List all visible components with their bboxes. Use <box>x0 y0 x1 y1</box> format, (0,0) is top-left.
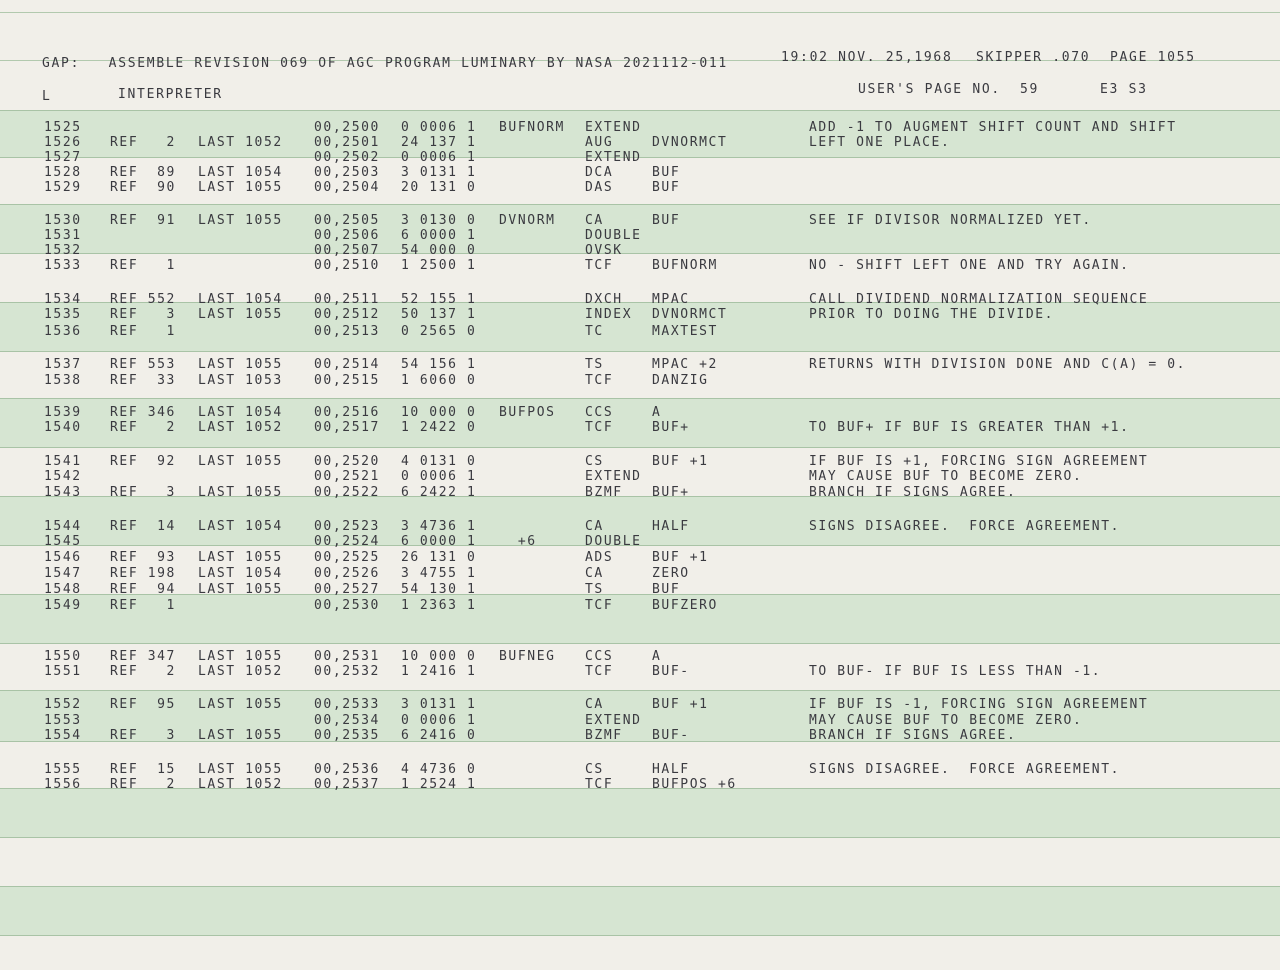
octal-code: 4 4736 0 <box>401 762 477 777</box>
last-page: LAST 1054 <box>198 519 283 534</box>
address: 00,2505 <box>314 213 380 228</box>
operand: HALF <box>652 519 690 534</box>
line-number: 1553 <box>44 713 82 728</box>
header-skipper: SKIPPER .070 <box>976 50 1091 65</box>
opcode: CA <box>585 213 604 228</box>
line-number: 1547 <box>44 566 82 581</box>
address: 00,2526 <box>314 566 380 581</box>
address: 00,2515 <box>314 373 380 388</box>
address: 00,2522 <box>314 485 380 500</box>
opcode: CS <box>585 454 604 469</box>
last-page: LAST 1054 <box>198 566 283 581</box>
ref-count: REF 14 <box>110 519 176 534</box>
comment: MAY CAUSE BUF TO BECOME ZERO. <box>809 713 1083 728</box>
octal-code: 10 000 0 <box>401 649 477 664</box>
comment: BRANCH IF SIGNS AGREE. <box>809 485 1017 500</box>
comment: SEE IF DIVISOR NORMALIZED YET. <box>809 213 1092 228</box>
octal-code: 0 0006 1 <box>401 150 477 165</box>
operand: BUF +1 <box>652 454 709 469</box>
address: 00,2527 <box>314 582 380 597</box>
opcode: ADS <box>585 550 614 565</box>
ref-count: REF 3 <box>110 728 176 743</box>
line-number: 1550 <box>44 649 82 664</box>
octal-code: 6 2416 0 <box>401 728 477 743</box>
ref-count: REF 1 <box>110 324 176 339</box>
header-page-number: PAGE 1055 <box>1110 50 1196 65</box>
ref-count: REF 89 <box>110 165 176 180</box>
ref-count: REF 3 <box>110 485 176 500</box>
operand: BUF <box>652 213 681 228</box>
address: 00,2534 <box>314 713 380 728</box>
comment: MAY CAUSE BUF TO BECOME ZERO. <box>809 469 1083 484</box>
comment: BRANCH IF SIGNS AGREE. <box>809 728 1017 743</box>
opcode: CCS <box>585 649 614 664</box>
address: 00,2535 <box>314 728 380 743</box>
octal-code: 20 131 0 <box>401 180 477 195</box>
line-number: 1554 <box>44 728 82 743</box>
ref-count: REF 198 <box>110 566 176 581</box>
comment: SIGNS DISAGREE. FORCE AGREEMENT. <box>809 762 1121 777</box>
last-page: LAST 1055 <box>198 697 283 712</box>
last-page: LAST 1055 <box>198 762 283 777</box>
line-number: 1538 <box>44 373 82 388</box>
ref-count: REF 15 <box>110 762 176 777</box>
line-number: 1549 <box>44 598 82 613</box>
address: 00,2520 <box>314 454 380 469</box>
octal-code: 6 2422 1 <box>401 485 477 500</box>
opcode: TS <box>585 357 604 372</box>
octal-code: 0 0006 1 <box>401 469 477 484</box>
address: 00,2501 <box>314 135 380 150</box>
ref-count: REF 347 <box>110 649 176 664</box>
comment: TO BUF- IF BUF IS LESS THAN -1. <box>809 664 1102 679</box>
comment: PRIOR TO DOING THE DIVIDE. <box>809 307 1055 322</box>
opcode: CA <box>585 566 604 581</box>
rule-line <box>0 12 1280 13</box>
operand: BUFPOS +6 <box>652 777 737 792</box>
opcode: DOUBLE <box>585 228 642 243</box>
opcode: CA <box>585 519 604 534</box>
operand: BUF <box>652 165 681 180</box>
opcode: EXTEND <box>585 713 642 728</box>
green-band <box>0 886 1280 936</box>
line-number: 1537 <box>44 357 82 372</box>
operand: ZERO <box>652 566 690 581</box>
symbol-label: +6 <box>499 534 537 549</box>
ref-count: REF 91 <box>110 213 176 228</box>
line-number: 1532 <box>44 243 82 258</box>
last-page: LAST 1055 <box>198 485 283 500</box>
address: 00,2507 <box>314 243 380 258</box>
comment: CALL DIVIDEND NORMALIZATION SEQUENCE <box>809 292 1149 307</box>
octal-code: 3 0131 1 <box>401 697 477 712</box>
operand: MAXTEST <box>652 324 718 339</box>
ref-count: REF 94 <box>110 582 176 597</box>
last-page: LAST 1055 <box>198 454 283 469</box>
symbol-label: BUFNEG <box>499 649 556 664</box>
header-codes: E3 S3 <box>1100 82 1148 97</box>
address: 00,2511 <box>314 292 380 307</box>
address: 00,2510 <box>314 258 380 273</box>
last-page: LAST 1054 <box>198 405 283 420</box>
comment: SIGNS DISAGREE. FORCE AGREEMENT. <box>809 519 1121 534</box>
opcode: DOUBLE <box>585 534 642 549</box>
last-page: LAST 1055 <box>198 649 283 664</box>
ref-count: REF 90 <box>110 180 176 195</box>
address: 00,2516 <box>314 405 380 420</box>
comment: RETURNS WITH DIVISION DONE AND C(A) = 0. <box>809 357 1187 372</box>
octal-code: 3 4755 1 <box>401 566 477 581</box>
line-number: 1543 <box>44 485 82 500</box>
octal-code: 54 156 1 <box>401 357 477 372</box>
line-number: 1529 <box>44 180 82 195</box>
line-number: 1535 <box>44 307 82 322</box>
last-page: LAST 1055 <box>198 307 283 322</box>
address: 00,2506 <box>314 228 380 243</box>
ref-count: REF 2 <box>110 777 176 792</box>
opcode: TCF <box>585 373 614 388</box>
octal-code: 1 2524 1 <box>401 777 477 792</box>
line-number: 1544 <box>44 519 82 534</box>
header-timestamp: 19:02 NOV. 25,1968 <box>781 50 953 65</box>
operand: MPAC +2 <box>652 357 718 372</box>
address: 00,2537 <box>314 777 380 792</box>
line-number: 1540 <box>44 420 82 435</box>
line-number: 1542 <box>44 469 82 484</box>
operand: BUF+ <box>652 485 690 500</box>
opcode: BZMF <box>585 728 623 743</box>
line-number: 1552 <box>44 697 82 712</box>
opcode: CCS <box>585 405 614 420</box>
line-number: 1526 <box>44 135 82 150</box>
opcode: CA <box>585 697 604 712</box>
operand: MPAC <box>652 292 690 307</box>
line-number: 1548 <box>44 582 82 597</box>
line-number: 1534 <box>44 292 82 307</box>
line-number: 1545 <box>44 534 82 549</box>
ref-count: REF 1 <box>110 258 176 273</box>
address: 00,2514 <box>314 357 380 372</box>
operand: BUF +1 <box>652 697 709 712</box>
address: 00,2532 <box>314 664 380 679</box>
last-page: LAST 1055 <box>198 180 283 195</box>
line-number: 1531 <box>44 228 82 243</box>
address: 00,2531 <box>314 649 380 664</box>
line-number: 1530 <box>44 213 82 228</box>
octal-code: 3 0130 0 <box>401 213 477 228</box>
octal-code: 6 0000 1 <box>401 228 477 243</box>
octal-code: 1 2363 1 <box>401 598 477 613</box>
header-section: INTERPRETER <box>118 87 223 102</box>
opcode: OVSK <box>585 243 623 258</box>
green-band <box>0 302 1280 352</box>
operand: A <box>652 405 662 420</box>
comment: ADD -1 TO AUGMENT SHIFT COUNT AND SHIFT <box>809 120 1177 135</box>
last-page: LAST 1053 <box>198 373 283 388</box>
header-l-label: L <box>42 89 52 104</box>
address: 00,2521 <box>314 469 380 484</box>
octal-code: 26 131 0 <box>401 550 477 565</box>
comment: LEFT ONE PLACE. <box>809 135 951 150</box>
opcode: BZMF <box>585 485 623 500</box>
ref-count: REF 1 <box>110 598 176 613</box>
octal-code: 1 2500 1 <box>401 258 477 273</box>
line-number: 1546 <box>44 550 82 565</box>
operand: BUFNORM <box>652 258 718 273</box>
opcode: INDEX <box>585 307 633 322</box>
opcode: TS <box>585 582 604 597</box>
opcode: TCF <box>585 258 614 273</box>
line-number: 1525 <box>44 120 82 135</box>
last-page: LAST 1054 <box>198 292 283 307</box>
last-page: LAST 1052 <box>198 664 283 679</box>
address: 00,2530 <box>314 598 380 613</box>
header-users-page: USER'S PAGE NO. 59 <box>858 82 1040 97</box>
address: 00,2502 <box>314 150 380 165</box>
address: 00,2525 <box>314 550 380 565</box>
last-page: LAST 1055 <box>198 213 283 228</box>
symbol-label: DVNORM <box>499 213 556 228</box>
octal-code: 1 6060 0 <box>401 373 477 388</box>
ref-count: REF 2 <box>110 135 176 150</box>
header-title: GAP: ASSEMBLE REVISION 069 OF AGC PROGRAM LUMINARY BY NASA 2021112-011 <box>42 56 728 71</box>
line-number: 1536 <box>44 324 82 339</box>
ref-count: REF 95 <box>110 697 176 712</box>
operand: HALF <box>652 762 690 777</box>
octal-code: 54 130 1 <box>401 582 477 597</box>
green-band <box>0 788 1280 838</box>
ref-count: REF 33 <box>110 373 176 388</box>
address: 00,2533 <box>314 697 380 712</box>
last-page: LAST 1052 <box>198 135 283 150</box>
operand: A <box>652 649 662 664</box>
operand: BUF- <box>652 728 690 743</box>
last-page: LAST 1055 <box>198 550 283 565</box>
operand: BUF+ <box>652 420 690 435</box>
ref-count: REF 346 <box>110 405 176 420</box>
opcode: TCF <box>585 777 614 792</box>
symbol-label: BUFPOS <box>499 405 556 420</box>
octal-code: 1 2422 0 <box>401 420 477 435</box>
address: 00,2517 <box>314 420 380 435</box>
octal-code: 10 000 0 <box>401 405 477 420</box>
operand: DANZIG <box>652 373 709 388</box>
address: 00,2504 <box>314 180 380 195</box>
ref-count: REF 93 <box>110 550 176 565</box>
opcode: EXTEND <box>585 120 642 135</box>
ref-count: REF 552 <box>110 292 176 307</box>
operand: BUF- <box>652 664 690 679</box>
address: 00,2503 <box>314 165 380 180</box>
operand: BUF <box>652 582 681 597</box>
octal-code: 4 0131 0 <box>401 454 477 469</box>
line-number: 1556 <box>44 777 82 792</box>
octal-code: 0 0006 1 <box>401 120 477 135</box>
ref-count: REF 553 <box>110 357 176 372</box>
line-number: 1533 <box>44 258 82 273</box>
octal-code: 50 137 1 <box>401 307 477 322</box>
comment: IF BUF IS -1, FORCING SIGN AGREEMENT <box>809 697 1149 712</box>
line-number: 1528 <box>44 165 82 180</box>
opcode: TCF <box>585 598 614 613</box>
opcode: TCF <box>585 664 614 679</box>
ref-count: REF 3 <box>110 307 176 322</box>
opcode: TCF <box>585 420 614 435</box>
line-number: 1539 <box>44 405 82 420</box>
comment: TO BUF+ IF BUF IS GREATER THAN +1. <box>809 420 1130 435</box>
address: 00,2523 <box>314 519 380 534</box>
comment: NO - SHIFT LEFT ONE AND TRY AGAIN. <box>809 258 1130 273</box>
last-page: LAST 1054 <box>198 165 283 180</box>
green-band <box>0 594 1280 644</box>
ref-count: REF 92 <box>110 454 176 469</box>
line-number: 1551 <box>44 664 82 679</box>
octal-code: 54 000 0 <box>401 243 477 258</box>
line-number: 1541 <box>44 454 82 469</box>
octal-code: 0 0006 1 <box>401 713 477 728</box>
last-page: LAST 1052 <box>198 777 283 792</box>
address: 00,2500 <box>314 120 380 135</box>
last-page: LAST 1055 <box>198 582 283 597</box>
address: 00,2512 <box>314 307 380 322</box>
opcode: EXTEND <box>585 469 642 484</box>
octal-code: 1 2416 1 <box>401 664 477 679</box>
line-number: 1527 <box>44 150 82 165</box>
octal-code: 52 155 1 <box>401 292 477 307</box>
octal-code: 3 0131 1 <box>401 165 477 180</box>
octal-code: 0 2565 0 <box>401 324 477 339</box>
octal-code: 3 4736 1 <box>401 519 477 534</box>
opcode: DXCH <box>585 292 623 307</box>
operand: DVNORMCT <box>652 135 728 150</box>
opcode: EXTEND <box>585 150 642 165</box>
line-number: 1555 <box>44 762 82 777</box>
opcode: DAS <box>585 180 614 195</box>
operand: DVNORMCT <box>652 307 728 322</box>
ref-count: REF 2 <box>110 420 176 435</box>
octal-code: 24 137 1 <box>401 135 477 150</box>
opcode: CS <box>585 762 604 777</box>
operand: BUF <box>652 180 681 195</box>
address: 00,2513 <box>314 324 380 339</box>
comment: IF BUF IS +1, FORCING SIGN AGREEMENT <box>809 454 1149 469</box>
operand: BUF +1 <box>652 550 709 565</box>
opcode: AUG <box>585 135 614 150</box>
last-page: LAST 1055 <box>198 357 283 372</box>
address: 00,2524 <box>314 534 380 549</box>
last-page: LAST 1055 <box>198 728 283 743</box>
opcode: TC <box>585 324 604 339</box>
symbol-label: BUFNORM <box>499 120 565 135</box>
operand: BUFZERO <box>652 598 718 613</box>
octal-code: 6 0000 1 <box>401 534 477 549</box>
address: 00,2536 <box>314 762 380 777</box>
last-page: LAST 1052 <box>198 420 283 435</box>
opcode: DCA <box>585 165 614 180</box>
ref-count: REF 2 <box>110 664 176 679</box>
